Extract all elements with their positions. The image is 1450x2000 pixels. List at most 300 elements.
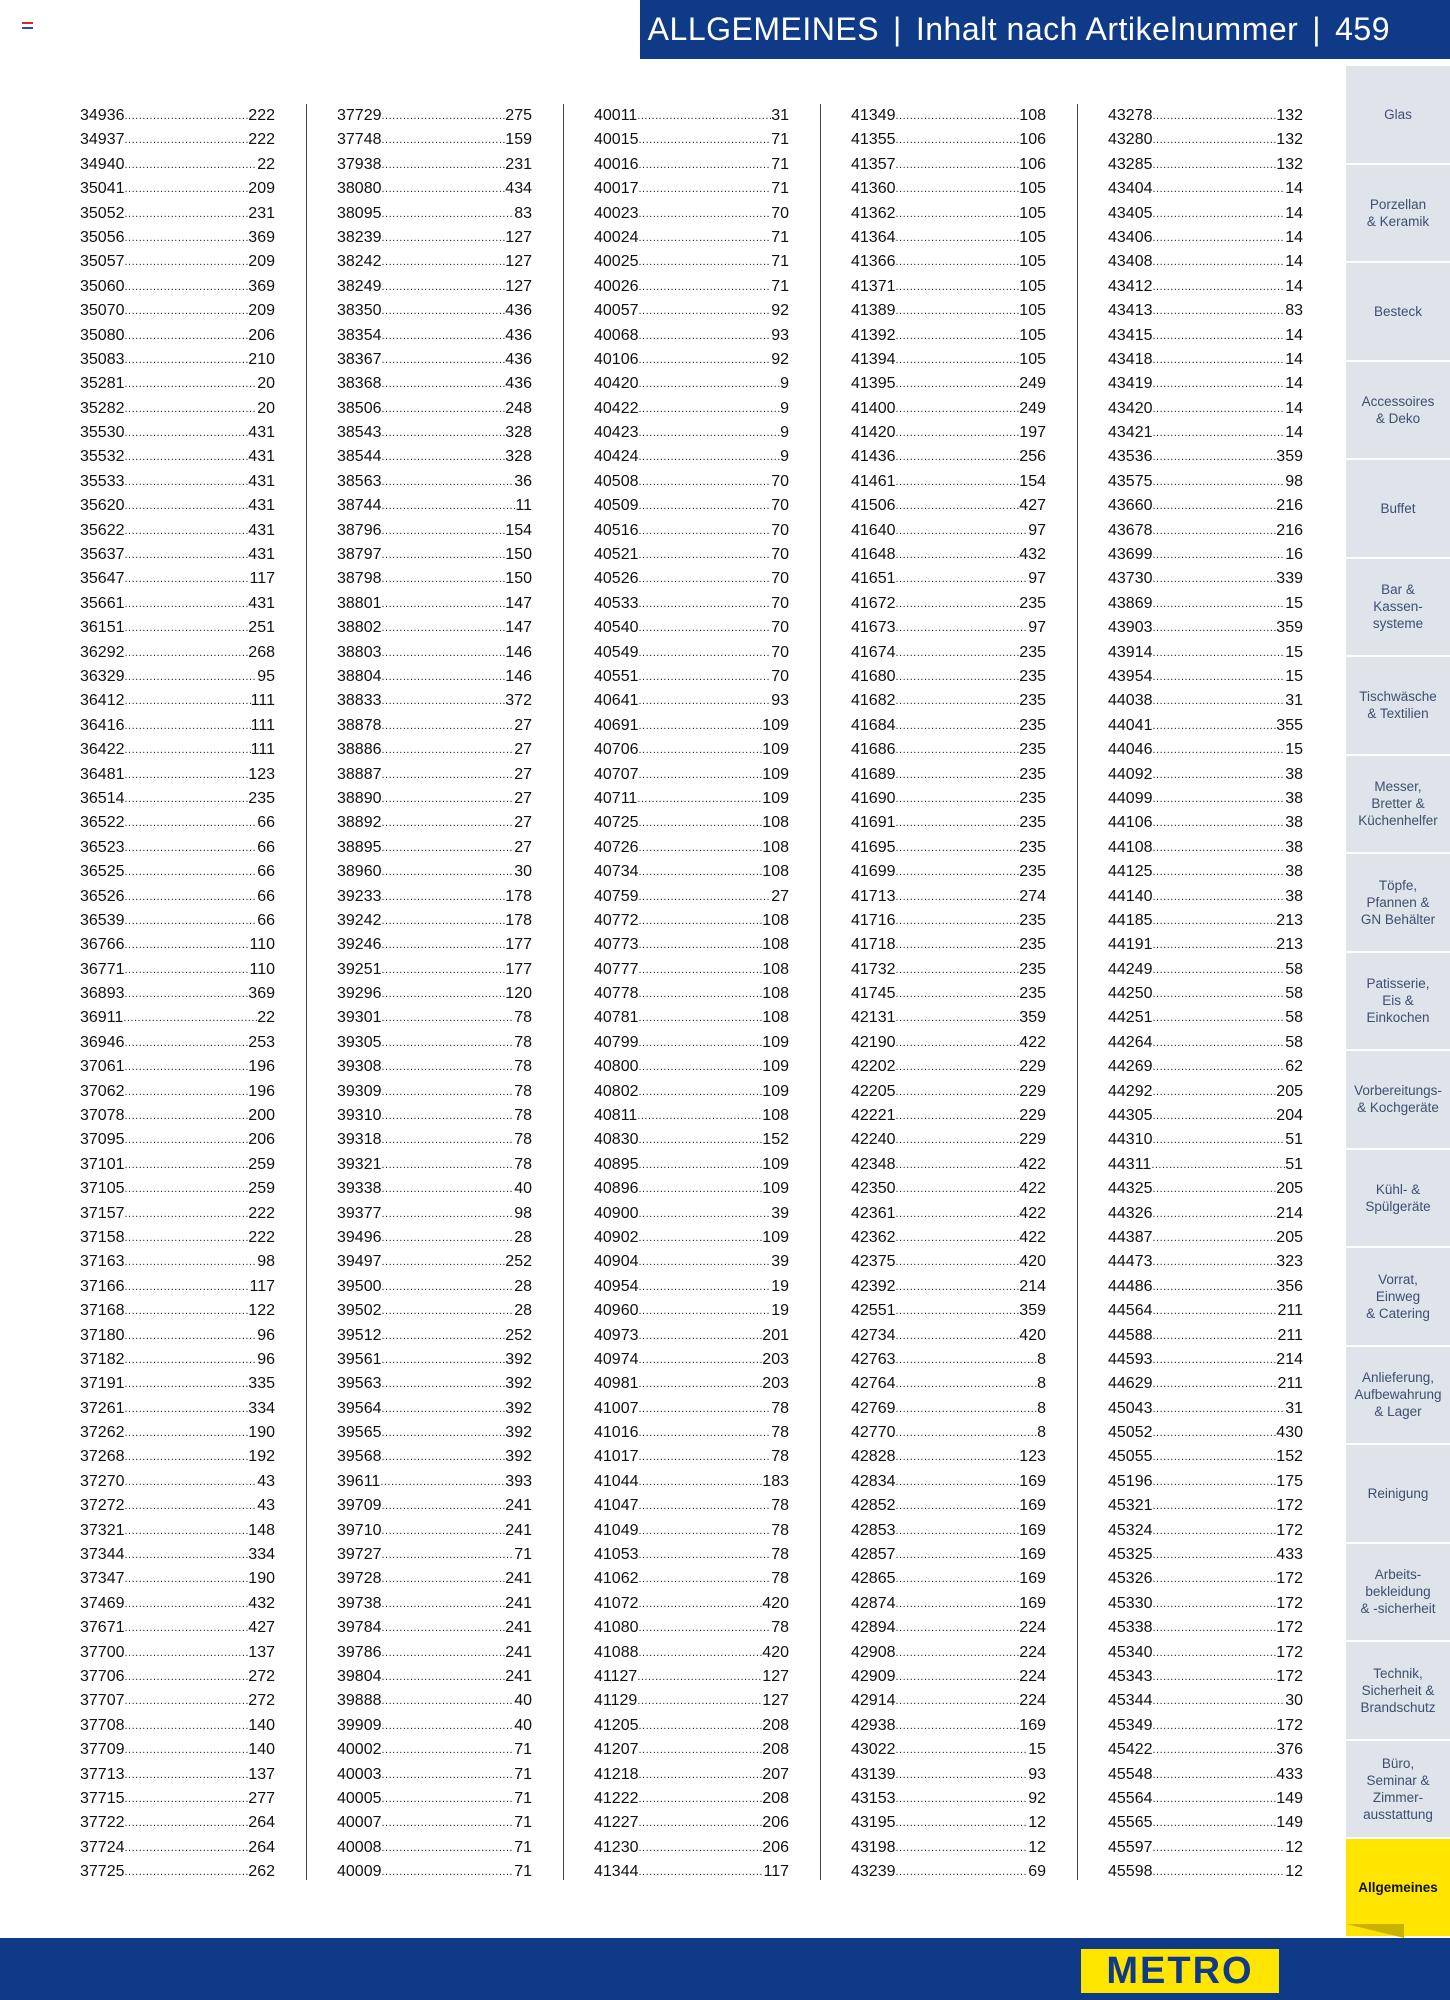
leader-dots: [125, 1470, 258, 1494]
page-ref: 147: [505, 619, 532, 637]
leader-dots: [896, 982, 1020, 1006]
leader-dots: [125, 1324, 258, 1348]
page-ref: 152: [1276, 1448, 1303, 1466]
leader-dots: [125, 1763, 249, 1787]
leader-dots: [896, 543, 1020, 567]
article-number: 43280: [1108, 131, 1153, 149]
leader-dots: [125, 372, 258, 396]
page-ref: 172: [1276, 1521, 1303, 1539]
section-title: ALLGEMEINES: [647, 11, 880, 47]
page-ref: 211: [1277, 1375, 1303, 1393]
index-row: [851, 1324, 1046, 1348]
article-number: 38354: [337, 326, 382, 344]
index-row: [851, 885, 1046, 909]
page-ref: 71: [514, 1789, 532, 1807]
leader-dots: [896, 1641, 1020, 1665]
page-ref: 392: [505, 1424, 532, 1442]
article-number: 44629: [1108, 1375, 1153, 1393]
sidebar-tab[interactable]: [1346, 1150, 1450, 1247]
page-ref: 431: [248, 424, 275, 442]
page-ref: 71: [771, 228, 789, 246]
page-ref: 30: [1285, 1692, 1303, 1710]
leader-dots: [1153, 1421, 1277, 1445]
article-number: 43914: [1108, 643, 1153, 661]
index-row: [594, 689, 789, 713]
index-row: [80, 1543, 275, 1567]
leader-dots: [1153, 787, 1286, 811]
article-number: 41718: [851, 936, 896, 954]
index-row: [337, 1226, 532, 1250]
article-number: 41674: [851, 643, 896, 661]
leader-dots: [896, 1738, 1029, 1762]
index-row: [80, 1519, 275, 1543]
leader-dots: [639, 1787, 763, 1811]
sidebar-tab[interactable]: [1346, 66, 1450, 163]
leader-dots: [125, 494, 249, 518]
page-ref: 249: [1019, 399, 1046, 417]
sidebar-tab-label: Bar &: [1381, 582, 1415, 598]
sidebar-tab-label: Arbeits-: [1374, 1567, 1422, 1583]
page-ref: 229: [1019, 1058, 1046, 1076]
article-number: 43404: [1108, 180, 1153, 198]
page-ref: 200: [248, 1107, 275, 1125]
page-ref: 172: [1276, 1668, 1303, 1685]
article-number: 41684: [851, 716, 896, 734]
page-ref: 272: [248, 1692, 275, 1710]
sidebar-tab[interactable]: [1346, 1347, 1450, 1444]
index-row: [594, 1421, 789, 1445]
article-number: 36766: [80, 936, 125, 954]
leader-dots: [125, 1250, 258, 1274]
page-ref: 38: [1285, 863, 1303, 881]
index-column: [80, 104, 275, 1885]
index-row: [337, 616, 532, 640]
article-number: 44387: [1108, 1228, 1153, 1246]
index-row: [337, 1031, 532, 1055]
article-number: 44292: [1108, 1082, 1153, 1100]
page-ref: 229: [1019, 1082, 1046, 1100]
article-number: 41344: [594, 1863, 639, 1881]
leader-dots: [1153, 763, 1286, 787]
article-number: 44106: [1108, 814, 1153, 832]
index-row: [337, 543, 532, 567]
article-number: 43405: [1108, 204, 1153, 222]
page-ref: 109: [762, 1228, 789, 1246]
index-row: [80, 885, 275, 909]
article-number: 36523: [80, 838, 125, 856]
article-number: 40526: [594, 570, 639, 588]
leader-dots: [896, 909, 1020, 933]
index-row: [851, 324, 1046, 348]
article-number: 36329: [80, 667, 125, 685]
page-ref: 205: [1276, 1180, 1303, 1198]
article-number: 40008: [337, 1838, 382, 1856]
article-number: 44046: [1108, 741, 1153, 759]
leader-dots: [382, 445, 506, 469]
index-row: [594, 1689, 789, 1713]
article-number: 40533: [594, 594, 639, 612]
index-row: [851, 1055, 1046, 1079]
sidebar-tab[interactable]: [1346, 165, 1450, 262]
article-number: 42221: [851, 1107, 896, 1125]
column-divider: [306, 104, 307, 1880]
index-row: [851, 1202, 1046, 1226]
index-row: [1108, 1665, 1303, 1689]
page-ref: 40: [514, 1180, 532, 1198]
page-ref: 241: [505, 1619, 532, 1637]
page-number: 459: [1335, 11, 1390, 47]
sidebar-tab[interactable]: [1346, 854, 1450, 951]
index-row: [1108, 665, 1303, 689]
index-row: [594, 1494, 789, 1518]
index-row: [1108, 909, 1303, 933]
index-row: [594, 275, 789, 299]
leader-dots: [1153, 1592, 1277, 1616]
article-number: 37270: [80, 1472, 125, 1490]
page-ref: 159: [505, 131, 532, 149]
index-row: [337, 982, 532, 1006]
article-number: 44092: [1108, 765, 1153, 783]
leader-dots: [125, 1592, 249, 1616]
article-number: 39310: [337, 1107, 382, 1125]
index-row: [1108, 275, 1303, 299]
article-number: 45343: [1108, 1668, 1153, 1685]
sidebar-tab[interactable]: [1346, 1051, 1450, 1148]
index-row: [80, 1470, 275, 1494]
leader-dots: [382, 836, 515, 860]
leader-dots: [1153, 494, 1277, 518]
index-row: [594, 738, 789, 762]
leader-dots: [1153, 1787, 1277, 1811]
article-number: 42763: [851, 1350, 896, 1368]
article-number: 38563: [337, 472, 382, 490]
page-ref: 83: [1285, 302, 1303, 320]
page-ref: 214: [1276, 1204, 1303, 1222]
page-ref: 369: [248, 277, 275, 295]
index-row: [337, 1397, 532, 1421]
article-number: 39888: [337, 1692, 382, 1710]
leader-dots: [896, 1860, 1029, 1884]
sidebar-tab[interactable]: [1346, 1642, 1450, 1739]
index-row: [80, 1177, 275, 1201]
article-number: 40954: [594, 1277, 639, 1295]
leader-dots: [1153, 177, 1286, 201]
leader-dots: [382, 494, 516, 518]
page-ref: 264: [248, 1838, 275, 1856]
article-number: 37166: [80, 1277, 125, 1295]
page-ref: 422: [1019, 1228, 1046, 1246]
index-row: [337, 958, 532, 982]
article-number: 35637: [80, 546, 125, 564]
article-number: 40025: [594, 253, 639, 271]
leader-dots: [1153, 836, 1286, 860]
sidebar-tab-label: Sicherheit &: [1361, 1682, 1435, 1698]
index-row: [337, 397, 532, 421]
leader-dots: [896, 1348, 1038, 1372]
article-number: 42205: [851, 1082, 896, 1100]
article-number: 41436: [851, 448, 896, 466]
index-row: [594, 1006, 789, 1030]
article-number: 44185: [1108, 911, 1153, 929]
leader-dots: [896, 1689, 1020, 1713]
article-number: 40002: [337, 1741, 382, 1759]
page-ref: 140: [248, 1716, 275, 1734]
leader-dots: [896, 445, 1020, 469]
leader-dots: [896, 202, 1020, 226]
leader-dots: [1153, 445, 1277, 469]
article-number: 41366: [851, 253, 896, 271]
leader-dots: [1153, 1397, 1286, 1421]
index-row: [1108, 714, 1303, 738]
article-number: 39497: [337, 1253, 382, 1271]
article-number: 42938: [851, 1716, 896, 1734]
leader-dots: [639, 397, 781, 421]
leader-dots: [637, 1665, 762, 1689]
article-number: 41218: [594, 1765, 639, 1783]
index-row: [80, 104, 275, 128]
sidebar-tab[interactable]: [1346, 953, 1450, 1050]
index-row: [594, 1714, 789, 1738]
article-number: 40706: [594, 741, 639, 759]
leader-dots: [639, 1397, 772, 1421]
page-ref: 235: [1019, 594, 1046, 612]
sidebar-tab[interactable]: [1346, 263, 1450, 360]
article-number: 41357: [851, 155, 896, 173]
sidebar-tab[interactable]: [1346, 460, 1450, 557]
article-number: 44191: [1108, 936, 1153, 954]
flag-icon: [22, 22, 33, 29]
page-ref: 92: [1028, 1789, 1046, 1807]
leader-dots: [639, 1031, 763, 1055]
article-number: 40707: [594, 765, 639, 783]
index-row: [594, 811, 789, 835]
article-number: 42362: [851, 1228, 896, 1246]
article-number: 37078: [80, 1107, 125, 1125]
index-row: [337, 592, 532, 616]
index-row: [851, 494, 1046, 518]
leader-dots: [382, 909, 506, 933]
page-ref: 71: [514, 1838, 532, 1856]
article-number: 40549: [594, 643, 639, 661]
sidebar-tab-label: Glas: [1384, 106, 1412, 122]
article-number: 35533: [80, 472, 125, 490]
leader-dots: [1153, 909, 1277, 933]
page-ref: 431: [248, 546, 275, 564]
article-number: 44041: [1108, 716, 1153, 734]
leader-dots: [125, 250, 249, 274]
leader-dots: [639, 128, 772, 152]
page-ref: 392: [505, 1350, 532, 1368]
leader-dots: [1153, 543, 1286, 567]
leader-dots: [1153, 1519, 1277, 1543]
article-number: 38890: [337, 789, 382, 807]
leader-dots: [382, 811, 515, 835]
leader-dots: [125, 933, 250, 957]
page-ref: 235: [1019, 789, 1046, 807]
article-number: 35282: [80, 399, 125, 417]
article-number: 39804: [337, 1668, 382, 1685]
leader-dots: [896, 1421, 1038, 1445]
page-ref: 339: [1276, 570, 1303, 588]
page-ref: 105: [1019, 204, 1046, 222]
article-number: 41053: [594, 1546, 639, 1564]
sidebar-tab[interactable]: [1346, 756, 1450, 853]
sidebar-tab-label: Spülgeräte: [1365, 1198, 1431, 1214]
index-row: [594, 616, 789, 640]
sidebar-tab[interactable]: [1346, 657, 1450, 754]
index-row: [1108, 885, 1303, 909]
leader-dots: [125, 811, 258, 835]
index-row: [594, 397, 789, 421]
sidebar-tab-label: Bretter &: [1371, 796, 1425, 812]
leader-dots: [1153, 958, 1286, 982]
article-number: 44250: [1108, 985, 1153, 1003]
index-row: [594, 1397, 789, 1421]
index-row: [80, 1226, 275, 1250]
index-row: [851, 1787, 1046, 1811]
leader-dots: [125, 421, 249, 445]
leader-dots: [639, 567, 772, 591]
page-ref: 71: [514, 1765, 532, 1783]
leader-dots: [639, 445, 781, 469]
page-ref: 222: [248, 107, 275, 124]
index-row: [851, 909, 1046, 933]
sidebar-tab[interactable]: [1346, 362, 1450, 459]
leader-dots: [639, 1372, 763, 1396]
article-number: 37095: [80, 1131, 125, 1149]
leader-dots: [123, 1006, 257, 1030]
page-ref: 420: [762, 1594, 789, 1612]
sidebar-tab-label: Töpfe,: [1378, 877, 1418, 893]
index-row: [1108, 519, 1303, 543]
leader-dots: [1153, 421, 1286, 445]
page-ref: 8: [1037, 1375, 1046, 1393]
article-number: 43239: [851, 1863, 896, 1881]
article-number: 35622: [80, 521, 125, 539]
leader-dots: [1153, 1445, 1277, 1469]
leader-dots: [1153, 1055, 1286, 1079]
page-ref: 178: [505, 911, 532, 929]
article-number: 43022: [851, 1741, 896, 1759]
index-row: [1108, 1494, 1303, 1518]
index-row: [851, 1714, 1046, 1738]
article-number: 44125: [1108, 863, 1153, 881]
index-row: [80, 1128, 275, 1152]
article-number: 40551: [594, 667, 639, 685]
index-row: [80, 202, 275, 226]
leader-dots: [896, 738, 1020, 762]
article-number: 40799: [594, 1033, 639, 1051]
page-ref: 40: [514, 1692, 532, 1710]
article-number: 45548: [1108, 1765, 1153, 1783]
index-row: [1108, 543, 1303, 567]
leader-dots: [639, 470, 772, 494]
page-ref: 127: [762, 1668, 789, 1685]
leader-dots: [896, 763, 1020, 787]
index-row: [594, 714, 789, 738]
column-divider: [563, 104, 564, 1880]
page-ref: 39: [771, 1204, 789, 1222]
page-ref: 78: [771, 1424, 789, 1442]
article-number: 39561: [337, 1350, 382, 1368]
article-number: 37061: [80, 1058, 125, 1076]
page-ref: 206: [762, 1838, 789, 1856]
article-number: 43678: [1108, 521, 1153, 539]
leader-dots: [896, 592, 1020, 616]
sidebar-tab[interactable]: [1346, 1544, 1450, 1641]
leader-dots: [125, 738, 251, 762]
leader-dots: [125, 1665, 249, 1689]
article-number: 44140: [1108, 887, 1153, 905]
article-number: 36911: [80, 1009, 124, 1027]
article-number: 43198: [851, 1838, 896, 1856]
page-ref: 205: [1276, 1082, 1303, 1100]
article-number: 41394: [851, 350, 896, 368]
index-row: [594, 1128, 789, 1152]
article-number: 41640: [851, 521, 896, 539]
article-number: 45321: [1108, 1497, 1153, 1515]
page-ref: 31: [1285, 692, 1303, 710]
leader-dots: [382, 543, 506, 567]
leader-dots: [382, 1519, 506, 1543]
index-row: [594, 348, 789, 372]
leader-dots: [639, 250, 772, 274]
index-row: [1108, 1031, 1303, 1055]
index-row: [1108, 1641, 1303, 1665]
article-number: 39233: [337, 887, 382, 905]
article-number: 35530: [80, 424, 125, 442]
index-row: [80, 567, 275, 591]
article-number: 43412: [1108, 277, 1153, 295]
page-ref: 222: [248, 131, 275, 149]
page-ref: 224: [1019, 1619, 1046, 1637]
index-row: [851, 1811, 1046, 1835]
leader-dots: [382, 1348, 506, 1372]
leader-dots: [896, 1445, 1020, 1469]
index-row: [1108, 811, 1303, 835]
article-number: 45325: [1108, 1546, 1153, 1564]
article-number: 42769: [851, 1399, 896, 1417]
sidebar-tab[interactable]: [1346, 559, 1450, 656]
page-ref: 231: [248, 204, 275, 222]
page-ref: 372: [505, 692, 532, 710]
sidebar-tab[interactable]: [1346, 1445, 1450, 1542]
leader-dots: [896, 1128, 1020, 1152]
leader-dots: [896, 1080, 1020, 1104]
sidebar-tab[interactable]: [1346, 1839, 1450, 1936]
index-row: [337, 1372, 532, 1396]
index-row: [594, 1519, 789, 1543]
page-ref: 27: [514, 838, 532, 856]
article-number: 42350: [851, 1180, 896, 1198]
index-row: [851, 445, 1046, 469]
page-ref: 264: [248, 1814, 275, 1832]
sidebar-tab[interactable]: [1346, 1741, 1450, 1838]
sidebar-tab[interactable]: [1346, 1248, 1450, 1345]
article-number: 35041: [80, 180, 125, 198]
index-row: [594, 1031, 789, 1055]
page-ref: 196: [248, 1082, 275, 1100]
page-ref: 14: [1285, 204, 1303, 222]
leader-dots: [896, 665, 1020, 689]
index-row: [851, 1470, 1046, 1494]
article-number: 34940: [80, 155, 125, 173]
leader-dots: [1153, 1177, 1277, 1201]
article-number: 41349: [851, 107, 896, 124]
page-ref: 197: [1019, 424, 1046, 442]
index-row: [594, 372, 789, 396]
page-ref: 259: [248, 1180, 275, 1198]
